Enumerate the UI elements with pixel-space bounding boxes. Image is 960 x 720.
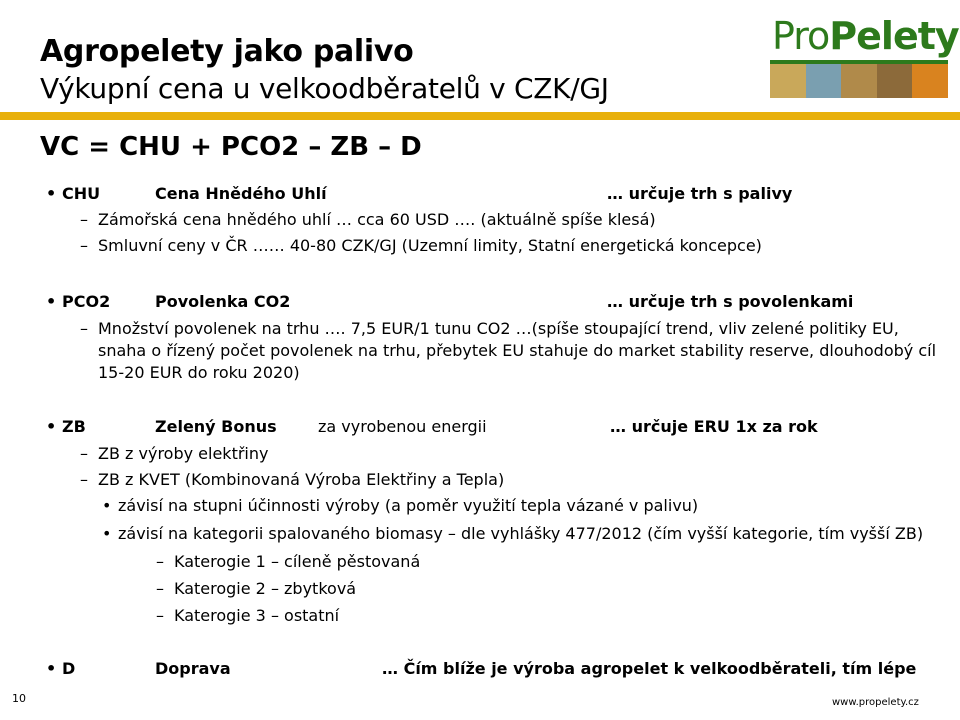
header-band: [0, 112, 960, 120]
logo-photo-strip: [770, 64, 948, 98]
pco2-name: Povolenka CO2: [155, 292, 291, 311]
pco2-item: – Množství povolenek na trhu …. 7,5 EUR/1 tunu CO2 …(spíše stoupající trend, vliv zelené politiky EU, snaha o řízený počet povolenek na trhu, přebytek EU stahuje do market stability reserve, dlouhodobý cíl 15-20 EUR do roku 2020): [98, 318, 944, 384]
zb-right: … určuje ERU 1x za rok: [610, 417, 818, 436]
pco2-right: … určuje trh s povolenkami: [607, 292, 854, 311]
logo-pro: Pro: [772, 14, 830, 58]
zb-cat-2: – Katerogie 2 – zbytková: [174, 578, 356, 600]
chu-name: Cena Hnědého Uhlí: [155, 184, 327, 203]
d-right: … Čím blíže je výroba agropelet k velkoodběrateli, tím lépe: [382, 659, 917, 678]
d-name: Doprava: [155, 659, 231, 678]
zb-name: Zelený Bonus: [155, 417, 277, 436]
d-code: • D: [62, 658, 75, 680]
zb-item-1: – ZB z výroby elektřiny: [98, 443, 268, 465]
slide-subtitle: Výkupní cena u velkoodběratelů v CZK/GJ: [40, 72, 609, 105]
zb-code: • ZB: [62, 416, 86, 438]
zb-cat-1: – Katerogie 1 – cíleně pěstovaná: [174, 551, 420, 573]
zb-sub-2: • závisí na kategorii spalovaného biomasy – dle vyhlášky 477/2012 (čím vyšší kategorie, tím vyšší ZB): [118, 523, 923, 545]
zb-item-2: – ZB z KVET (Kombinovaná Výroba Elektřiny a Tepla): [98, 469, 504, 491]
chu-code: • CHU: [62, 183, 100, 205]
logo-pelety: Pelety: [829, 14, 959, 58]
chu-item-2: – Smluvní ceny v ČR …… 40-80 CZK/GJ (Uzemní limity, Statní energetická koncepce): [98, 235, 762, 257]
zb-cat-3: – Katerogie 3 – ostatní: [174, 605, 339, 627]
pco2-code: • PCO2: [62, 291, 110, 313]
chu-right: … určuje trh s palivy: [607, 184, 793, 203]
propelety-logo: [768, 14, 959, 100]
footer-url: www.propelety.cz: [832, 697, 919, 708]
page-number: 10: [12, 692, 26, 705]
zb-mid: za vyrobenou energii: [318, 417, 487, 436]
zb-sub-1: • závisí na stupni účinnosti výroby (a poměr využití tepla vázané v palivu): [118, 495, 698, 517]
chu-item-1: – Zámořská cena hnědého uhlí … cca 60 USD …. (aktuálně spíše klesá): [98, 209, 656, 231]
slide-title: Agropelety jako palivo: [40, 34, 414, 69]
formula: VC = CHU + PCO2 – ZB – D: [40, 132, 422, 162]
